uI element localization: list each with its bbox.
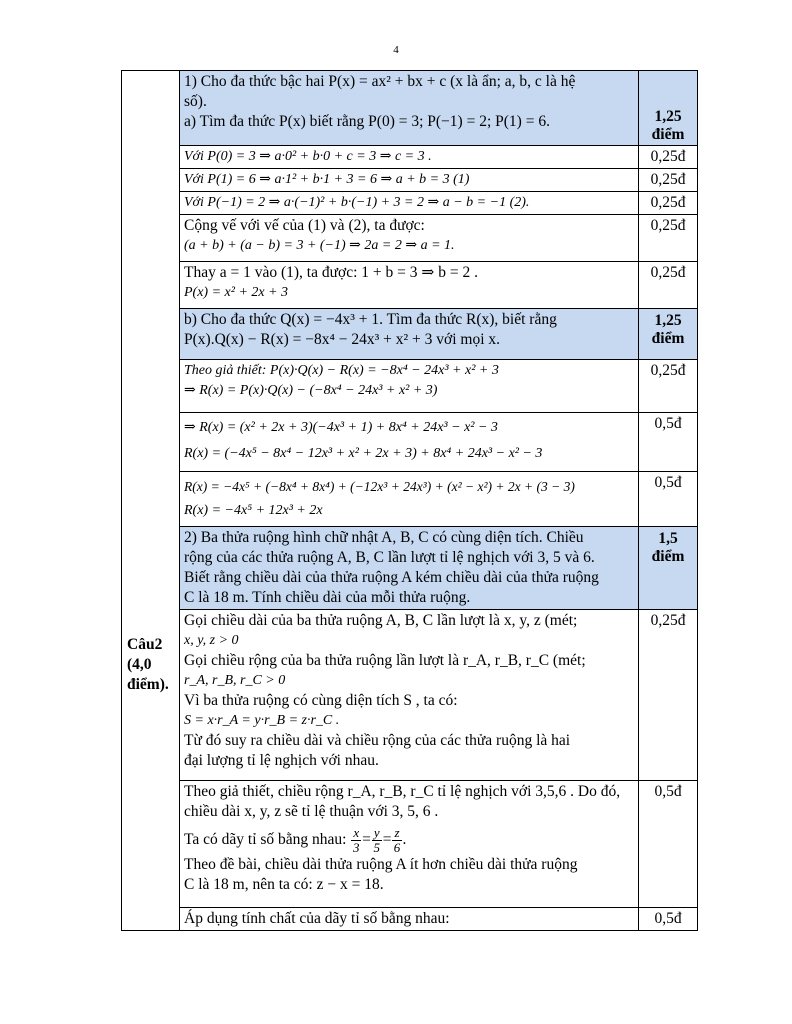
score-label: 1,25 điểm [651,312,685,347]
fraction: $\frac{x}{3}$ [353,825,360,855]
page-number: 4 [393,44,399,56]
score-label: 1,5 điểm [651,530,685,565]
table-row: Theo giả thiết, chiều rộng r_A, r_B, r_C tỉ lệ nghịch với 3,5,6 . Do đó, chiều dài x, y, z sẽ tỉ lệ thuận với 3, 5, 6 . Ta có dãy tỉ số bằng nhau: $\frac{x}{3}$ = $\frac{y}{5}$ = $\frac{z}{6}$ . Theo đề bài, chiều dài thửa ruộng A ít hơn chiều dài thửa ruộng C là 18 m, nên ta có: z − x = 18. 0,5đ [122,781,698,908]
question-label-cell [122,71,180,931]
table-row: Thay a = 1 vào (1), ta được: 1 + b = 3 ⇒ b = 2 . P(x) = x² + 2x + 3 0,25đ [122,262,698,309]
table-row: Với P(1) = 6 ⇒ a·1² + b·1 + 3 = 6 ⇒ a + b = 3 (1) 0,25đ [122,169,698,192]
fraction: $\frac{y}{5}$ [373,825,381,855]
question-label: Câu2 (4,0 điểm). [127,635,169,693]
table-row: Với P(−1) = 2 ⇒ a·(−1)² + b·(−1) + 3 = 2 ⇒ a − b = −1 (2). 0,25đ [122,192,698,215]
part1-prompt: 1) Cho đa thức bậc hai P(x) = ax² + bx + c (x là ẩn; a, b, c là hệ số). a) Tìm đa thức P(x) biết rằng P(0) = 3; P(−1) = 2; P(1) = 6. [180,71,639,146]
table-row: Cộng vế với vế của (1) và (2), ta được: (a + b) + (a − b) = 3 + (−1) ⇒ 2a = 2 ⇒ a = 1. 0,25đ [122,215,698,262]
answer-table [121,70,698,931]
score-cell [639,71,698,146]
table-row: Với P(0) = 3 ⇒ a·0² + b·0 + c = 3 ⇒ c = 3 . 0,25đ [122,146,698,169]
table-row: Theo giả thiết: P(x)·Q(x) − R(x) = −8x⁴ − 24x³ + x² + 3 ⇒ R(x) = P(x)·Q(x) − (−8x⁴ − 24x³ + x² + 3) 0,25đ [122,360,698,413]
part1b-prompt: b) Cho đa thức Q(x) = −4x³ + 1. Tìm đa thức R(x), biết rằng P(x).Q(x) − R(x) = −8x⁴ − 24x³ + x² + 3 với mọi x. [180,309,639,360]
table-row [122,71,698,146]
table-row: Áp dụng tính chất của dãy tỉ số bằng nhau: 0,5đ [122,908,698,931]
part2-prompt: 2) Ba thửa ruộng hình chữ nhật A, B, C có cùng diện tích. Chiều rộng của các thửa ruộng A, B, C lần lượt tỉ lệ nghịch với 3, 5 và 6. Biết rằng chiều dài của thửa ruộng A kém chiều dài của thửa ruộng C là 18 m. Tính chiều dài của mỗi thửa ruộng. [180,527,639,610]
table-row [122,309,698,360]
table-row: ⇒ R(x) = (x² + 2x + 3)(−4x³ + 1) + 8x⁴ + 24x³ − x² − 3 R(x) = (−4x⁵ − 8x⁴ − 12x³ + x² + 2x + 3) + 8x⁴ + 24x³ − x² − 3 0,5đ [122,413,698,472]
score-label: 1,25 điểm [651,108,685,143]
table-row [122,527,698,610]
table-row: R(x) = −4x⁵ + (−8x⁴ + 8x⁴) + (−12x³ + 24x³) + (x² − x²) + 2x + (3 − 3) R(x) = −4x⁵ + 12x³ + 2x 0,5đ [122,472,698,527]
fraction: $\frac{z}{6}$ [393,825,401,855]
table-row: Gọi chiều dài của ba thửa ruộng A, B, C lần lượt là x, y, z (mét; x, y, z > 0 Gọi chiều rộng của ba thửa ruộng lần lượt là r_A, r_B, r_C (mét; r_A, r_B, r_C > 0 Vì ba thửa ruộng có cùng diện tích S , ta có: S = x·r_A = y·r_B = z·r_C . Từ đó suy ra chiều dài và chiều rộng của các thửa ruộng là hai đại lượng tỉ lệ nghịch với nhau. 0,25đ [122,610,698,781]
